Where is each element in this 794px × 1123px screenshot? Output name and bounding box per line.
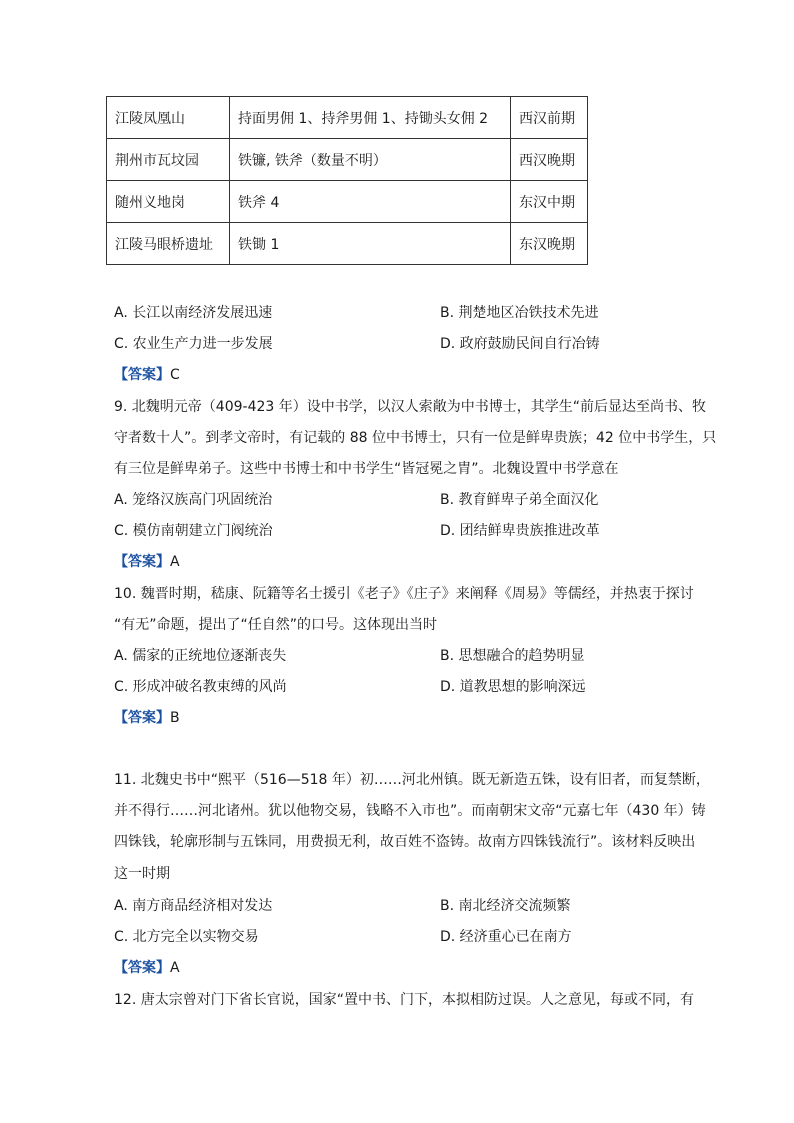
answer-tag: 【答案】 xyxy=(114,710,170,726)
answer-tag: 【答案】 xyxy=(114,367,170,383)
q11-stem-line: 这一时期 xyxy=(114,866,170,882)
table-row xyxy=(107,181,588,223)
q10-answer xyxy=(114,708,180,728)
table-cell: 西汉前期 xyxy=(511,97,588,139)
q9-answer xyxy=(114,552,180,572)
q11-option-b: B. 南北经济交流频繁 xyxy=(440,898,571,914)
answer-value: C xyxy=(170,367,180,383)
answer-value: A xyxy=(170,554,180,570)
table-cell: 江陵凤凰山 xyxy=(107,97,230,139)
table-cell: 铁镰, 铁斧（数量不明） xyxy=(230,139,511,181)
q9-option-a: A. 笼络汉族高门巩固统治 xyxy=(114,492,273,508)
table-cell: 持面男佣 1、持斧男佣 1、持锄头女佣 2 xyxy=(230,97,511,139)
q9-option-b: B. 教育鲜卑子弟全面汉化 xyxy=(440,492,599,508)
q12-stem-line: 12. 唐太宗曾对门下省长官说，国家“置中书、门下，本拟相防过误。人之意见，每或不同，有 xyxy=(114,992,694,1008)
table-row xyxy=(107,97,588,139)
q8-option-a: A. 长江以南经济发展迅速 xyxy=(114,305,273,321)
q11-stem-line: 11. 北魏史书中“熙平（516—518 年）初……河北州镇。既无新造五铢，设有旧者，而复禁断， xyxy=(114,772,710,788)
q9-stem-line: 守者数十人”。到孝文帝时，有记载的 88 位中书博士，只有一位是鲜卑贵族；42 位中书学生，只 xyxy=(114,430,717,446)
q10-option-c: C. 形成冲破名教束缚的风尚 xyxy=(114,679,287,695)
q10-stem-line: “有无”命题，提出了“任自然”的口号。这体现出当时 xyxy=(114,617,438,633)
table-row xyxy=(107,223,588,265)
q11-stem-line: 并不得行……河北诸州。犹以他物交易，钱略不入市也”。而南朝宋文帝“元嘉七年（430 年）铸 xyxy=(114,803,706,819)
q11-option-c: C. 北方完全以实物交易 xyxy=(114,929,259,945)
table-cell: 荆州市瓦坟园 xyxy=(107,139,230,181)
table-cell: 随州义地岗 xyxy=(107,181,230,223)
table-cell: 西汉晚期 xyxy=(511,139,588,181)
q9-option-d: D. 团结鲜卑贵族推进改革 xyxy=(440,523,600,539)
table-cell: 东汉中期 xyxy=(511,181,588,223)
q8-option-b: B. 荆楚地区冶铁技术先进 xyxy=(440,305,599,321)
q9-stem-line: 有三位是鲜卑弟子。这些中书博士和中书学生“皆冠冕之胄”。北魏设置中书学意在 xyxy=(114,461,619,477)
q11-answer xyxy=(114,958,180,978)
table-row xyxy=(107,139,588,181)
q10-option-d: D. 道教思想的影响深远 xyxy=(440,679,586,695)
q10-option-a: A. 儒家的正统地位逐渐丧失 xyxy=(114,648,287,664)
q11-option-d: D. 经济重心已在南方 xyxy=(440,929,572,945)
table-cell: 铁斧 4 xyxy=(230,181,511,223)
q11-stem-line: 四铢钱，轮廓形制与五铢同，用费损无利，故百姓不盗铸。故南方四铢钱流行”。该材料反映出 xyxy=(114,834,696,850)
answer-tag: 【答案】 xyxy=(114,554,170,570)
q11-option-a: A. 南方商品经济相对发达 xyxy=(114,898,273,914)
artifact-table xyxy=(106,96,588,265)
q8-option-c: C. 农业生产力进一步发展 xyxy=(114,336,273,352)
q8-answer xyxy=(114,365,180,385)
q9-stem-line: 9. 北魏明元帝（409-423 年）设中书学，以汉人索敞为中书博士，其学生“前后显达至尚书、牧 xyxy=(114,399,707,415)
table-cell: 铁锄 1 xyxy=(230,223,511,265)
table-cell: 江陵马眼桥遗址 xyxy=(107,223,230,265)
q9-option-c: C. 模仿南朝建立门阀统治 xyxy=(114,523,273,539)
answer-tag: 【答案】 xyxy=(114,960,170,976)
answer-value: A xyxy=(170,960,180,976)
table-cell: 东汉晚期 xyxy=(511,223,588,265)
q10-option-b: B. 思想融合的趋势明显 xyxy=(440,648,585,664)
answer-value: B xyxy=(170,710,180,726)
q8-option-d: D. 政府鼓励民间自行冶铸 xyxy=(440,336,600,352)
q10-stem-line: 10. 魏晋时期，嵇康、阮籍等名士援引《老子》《庄子》来阐释《周易》等儒经，并热衷于探讨 xyxy=(114,586,694,602)
